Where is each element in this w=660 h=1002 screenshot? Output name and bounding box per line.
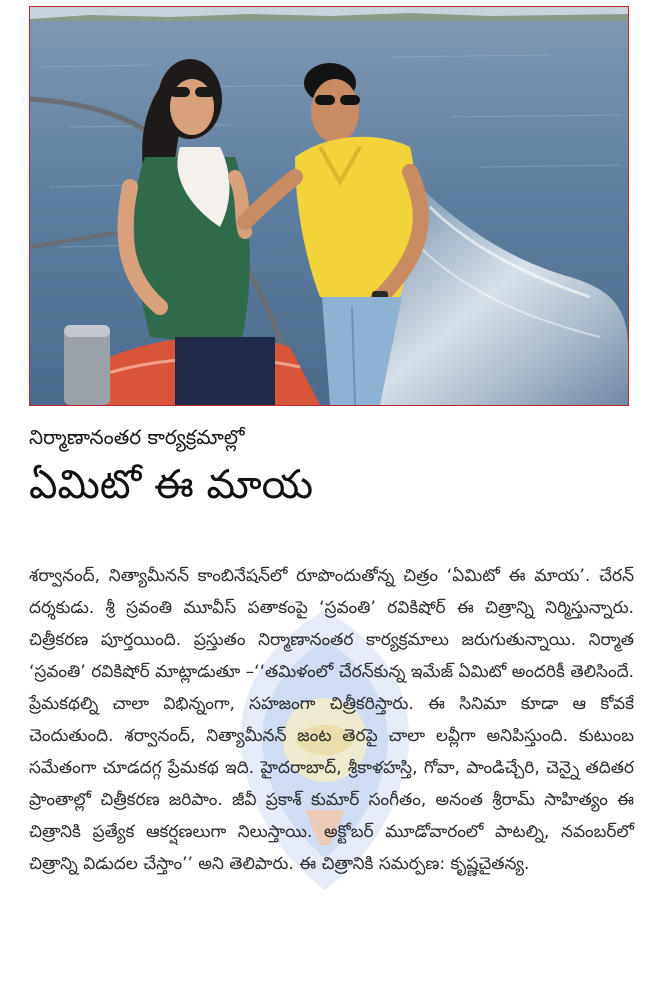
article-subtitle: నిర్మాణానంతర కార్యక్రమాల్లో — [29, 425, 245, 449]
boat-scene-image — [30, 7, 628, 405]
hero-photo — [29, 6, 629, 406]
article-title: ఏమిటో ఈ మాయ — [29, 462, 314, 508]
article-body: శర్వానంద్, నిత్యామీనన్ కాంబినేషన్‌లో రూపొందుతోన్న చిత్రం ‘ఏమిటో ఈ మాయ’. చేరన్ దర్శకుడు. శ్రీ స్రవంతి మూవీస్ పతాకంపై ‘స్రవంతి’ రవికిషోర్ ఈ చిత్రాన్ని నిర్మిస్తున్నారు. చిత్రీకరణ పూర్తయింది. ప్రస్తుతం నిర్మాణానంతర కార్యక్రమాలు జరుగుతున్నాయి. నిర్మాత ‘స్రవంతి’ రవికిషోర్ మాట్లాడుతూ –‘‘తమిళంలో చేరన్‌కున్న ఇమేజ్ ఏమిటో అందరికీ తెలిసిందే. ప్రేమకథల్ని చాలా విభిన్నంగా, సహజంగా చిత్రీకరిస్తారు. ఈ సినిమా కూడా ఆ కోవకే చెందుతుంది. శర్వానంద్, నిత్యామీనన్ జంట తెరపై చాలా లవ్లీగా అనిపిస్తుంది. కుటుంబ సమేతంగా చూడదగ్గ ప్రేమకథ ఇది. హైదరాబాద్, శ్రీకాళహస్తి, గోవా, పాండిచ్చేరి, చెన్నై తదితర ప్రాంతాల్లో చిత్రీకరణ జరిపాం. జీవీ ప్రకాశ్ కుమార్ సంగీతం, అనంత శ్రీరామ్ సాహిత్యం ఈ చిత్రానికి ప్రత్యేక ఆకర్షణలుగా నిలుస్తాయి. అక్టోబర్ మూడోవారంలో పాటల్ని, నవంబర్‌లో చిత్రాన్ని విడుదల చేస్తాం’’ అని తెలిపారు. ఈ చిత్రానికి సమర్పణ: కృష్ణచైతన్య. — [29, 566, 634, 874]
